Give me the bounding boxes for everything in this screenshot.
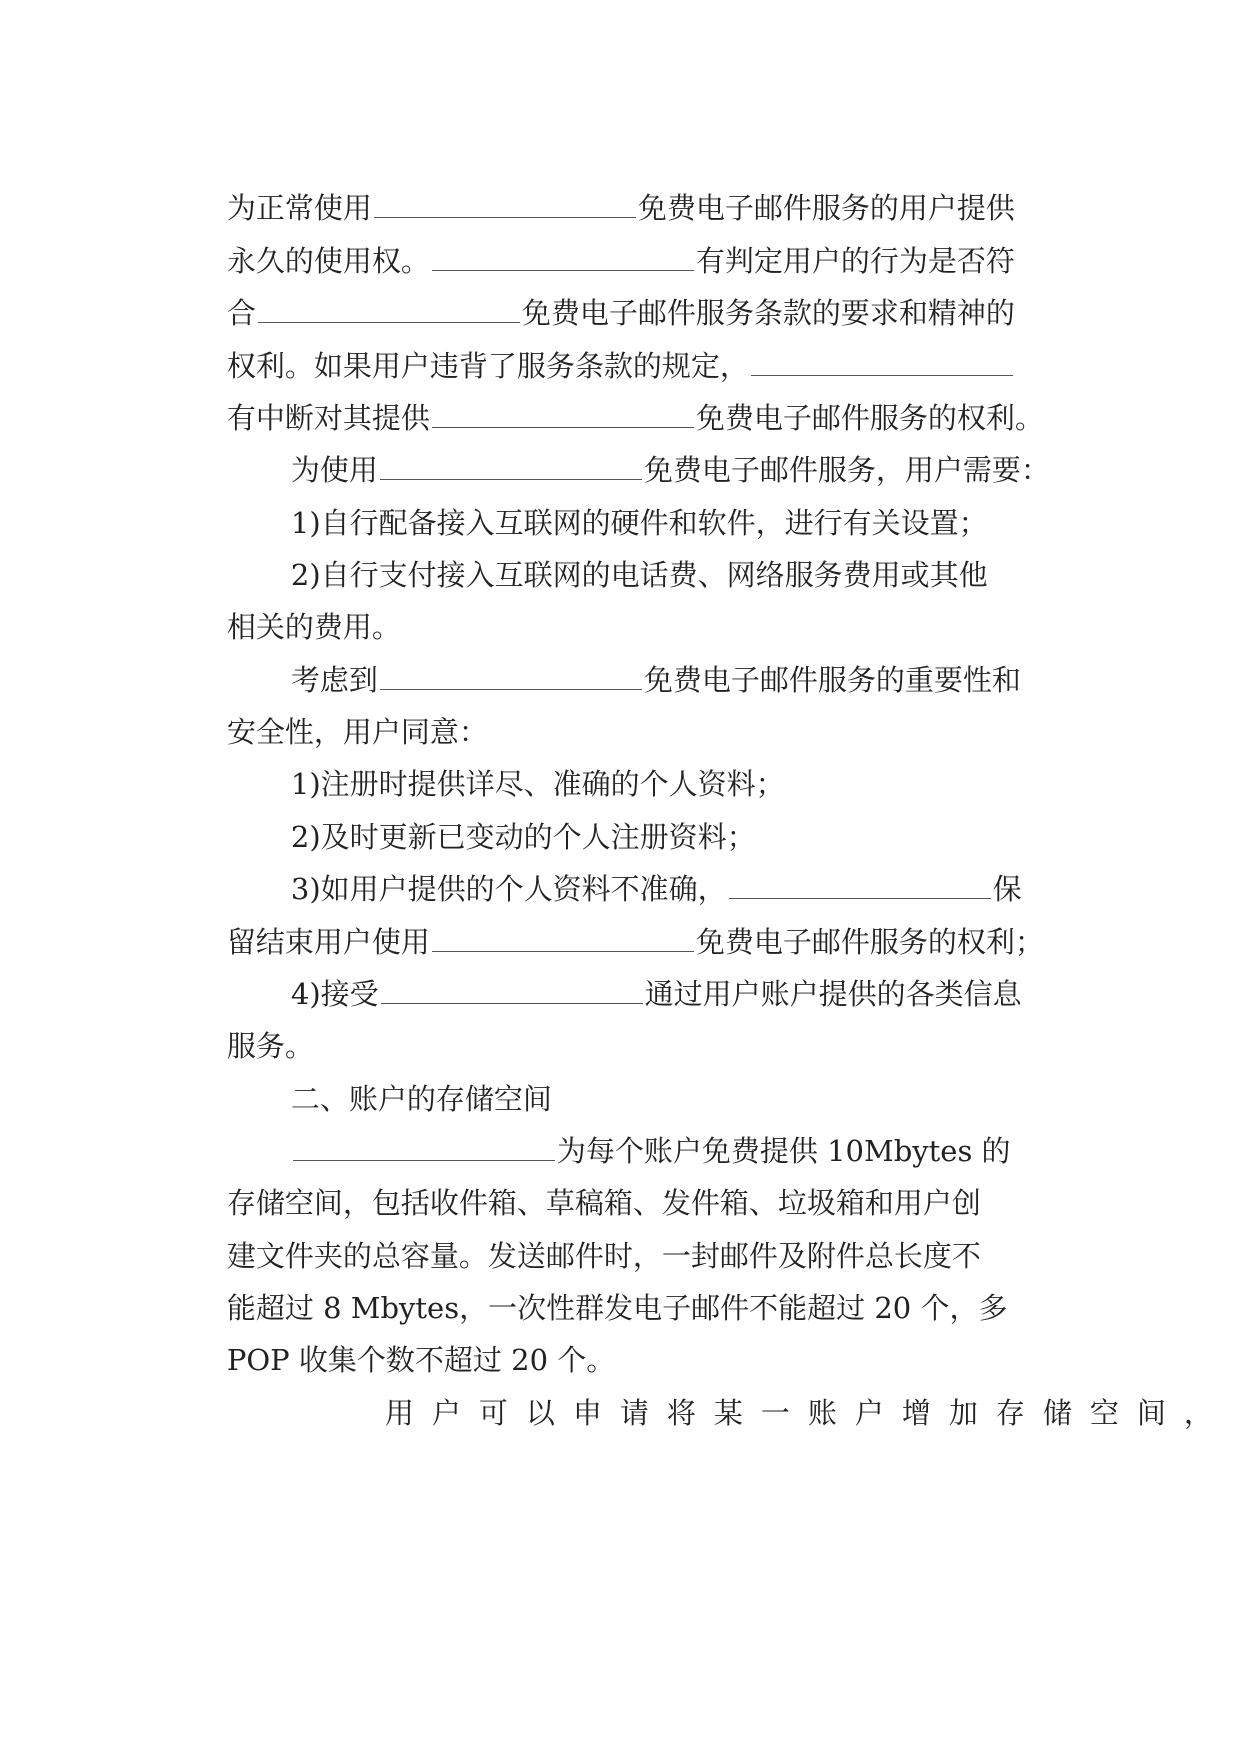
text-segment: 免费电子邮件服务的用户提供 (637, 191, 1015, 225)
text-segment: 合 (226, 296, 256, 330)
text-segment: 服务。 (226, 1029, 314, 1063)
text-segment: 安全性，用户同意： (226, 715, 488, 749)
text-segment: 为正常使用 (226, 191, 372, 225)
text-segment: 建文件夹的总容量。发送邮件时，一封邮件及附件总长度不 (226, 1239, 981, 1273)
text-segment: 免费电子邮件服务条款的要求和精神的 (521, 296, 1015, 330)
text-segment: 4)接受 (290, 977, 379, 1011)
text-segment: 有判定用户的行为是否符 (695, 244, 1015, 278)
text-segment: 永久的使用权。 (226, 244, 430, 278)
text-segment: 3)如用户提供的个人资料不准确， (290, 872, 727, 906)
text-segment: 相关的费用。 (226, 610, 401, 644)
text-segment: 保 (992, 872, 1022, 906)
text-segment: 免费电子邮件服务的权利； (695, 925, 1044, 959)
text-segment: 免费电子邮件服务，用户需要： (643, 453, 1050, 487)
text-line (254, 934, 1022, 1054)
text-segment: 1)自行配备接入互联网的硬件和软件，进行有关设置； (290, 506, 988, 540)
text-segment: POP 收集个数不超过 20 个。 (226, 1343, 616, 1377)
text-segment: 二、账户的存储空间 (290, 1082, 552, 1116)
text-segment: 2)及时更新已变动的个人注册资料； (290, 820, 756, 854)
text-segment: 存储空间，包括收件箱、草稿箱、发件箱、垃圾箱和用户创 (226, 1186, 981, 1220)
text-segment: 为使用 (290, 453, 378, 487)
text-line (276, 1353, 1231, 1473)
text-segment: 免费电子邮件服务的权利。 (695, 401, 1044, 435)
text-segment: 2)自行支付接入互联网的电话费、网络服务费用或其他 (290, 558, 988, 592)
text-segment: 权利。如果用户违背了服务条款的规定， (226, 349, 749, 383)
text-segment: 1)注册时提供详尽、准确的个人资料； (290, 767, 785, 801)
text-segment: 能超过 8 Mbytes，一次性群发电子邮件不能超过 20 个，多 (226, 1291, 1008, 1325)
text-segment: 为每个账户免费提供 10Mbytes 的 (556, 1134, 1011, 1168)
text-segment: 用户可以申请将某一账户增加存储空间， (384, 1396, 1231, 1430)
text-segment: 有中断对其提供 (226, 401, 430, 435)
fill-in-blank (381, 977, 643, 1004)
text-segment: 通过用户账户提供的各类信息 (644, 977, 1022, 1011)
text-segment: 免费电子邮件服务的重要性和 (643, 663, 1021, 697)
text-segment: 留结束用户使用 (226, 925, 430, 959)
text-segment: 考虑到 (290, 663, 378, 697)
